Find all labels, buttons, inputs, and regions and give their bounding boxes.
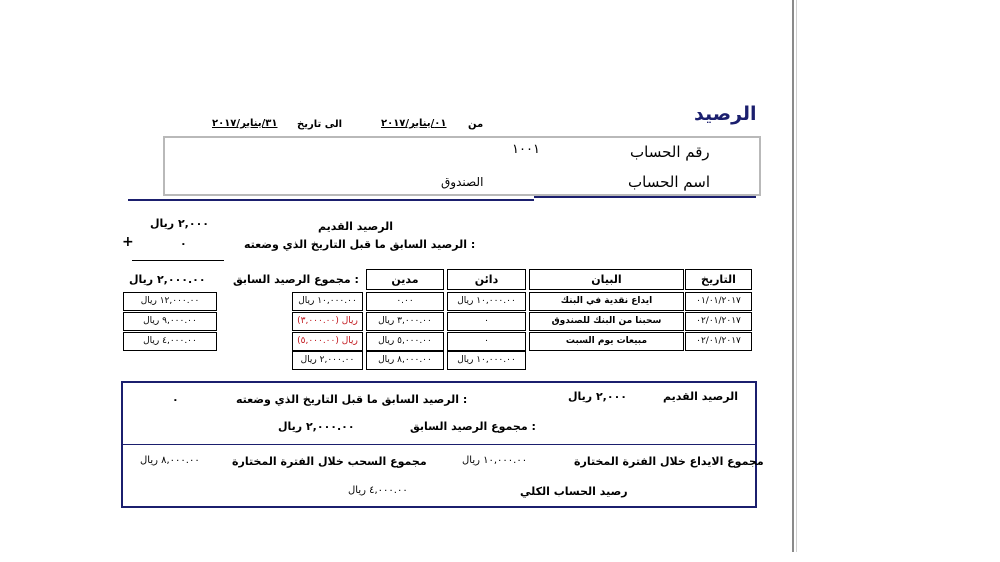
prev-total-label: مجموع الرصيد السابق : xyxy=(233,273,359,286)
row1-debit: ٠.٠٠ xyxy=(366,292,444,311)
page-edge-shadow xyxy=(796,0,797,552)
deposits-value: ١٠,٠٠٠.٠٠ ريال xyxy=(462,455,528,466)
report-title: الرصيد xyxy=(694,103,757,125)
plus-sign: + xyxy=(122,234,134,250)
account-name-label: اسم الحساب xyxy=(628,173,710,191)
old-balance-value: ٢,٠٠٠ ريال xyxy=(150,217,210,230)
sum-rule xyxy=(132,260,224,261)
row3-running-balance: ٤,٠٠٠.٠٠ ريال xyxy=(123,332,217,351)
summary-prior-value: ٠ xyxy=(172,393,179,406)
row1-description: ايداع نقدية في البنك xyxy=(529,292,684,311)
from-label: من xyxy=(468,119,484,130)
to-date: ٣١/يناير/٢٠١٧ xyxy=(212,118,278,129)
header-rule-right xyxy=(534,196,756,198)
account-number-label: رقم الحساب xyxy=(630,143,710,161)
summary-prev-total-value: ٢,٠٠٠.٠٠ ريال xyxy=(278,420,355,433)
account-name-value: الصندوق xyxy=(441,175,484,189)
header-description: البيان xyxy=(529,269,684,290)
row3-credit: ٠ xyxy=(447,332,526,351)
row2-debit: ٣,٠٠٠.٠٠ ريال xyxy=(366,312,444,331)
withdrawals-value: ٨,٠٠٠.٠٠ ريال xyxy=(140,455,200,466)
row1-running-balance: ١٢,٠٠٠.٠٠ ريال xyxy=(123,292,217,311)
old-balance-label: الرصيد القديم xyxy=(318,220,393,233)
row2-description: سحبنا من البنك للصندوق xyxy=(529,312,684,331)
summary-prev-total-label: مجموع الرصيد السابق : xyxy=(410,420,536,433)
prev-total-value: ٢,٠٠٠.٠٠ ريال xyxy=(129,273,206,286)
row1-credit: ١٠,٠٠٠.٠٠ ريال xyxy=(447,292,526,311)
row3-debit: ٥,٠٠٠.٠٠ ريال xyxy=(366,332,444,351)
total-debit: ٨,٠٠٠.٠٠ ريال xyxy=(366,351,444,370)
row2-running-balance: ٩,٠٠٠.٠٠ ريال xyxy=(123,312,217,331)
summary-old-balance-label: الرصيد القديم xyxy=(663,390,738,403)
row2-net: (٣,٠٠٠.٠٠) ريال xyxy=(292,312,363,331)
prior-balance-value: ٠ xyxy=(180,237,187,250)
summary-old-balance-value: ٢,٠٠٠ ريال xyxy=(568,390,628,403)
header-date: التاريخ xyxy=(685,269,752,290)
summary-prior-label: الرصيد السابق ما قبل التاريخ الذي وضعته : xyxy=(236,393,468,406)
total-balance-value: ٤,٠٠٠.٠٠ ريال xyxy=(348,485,408,496)
header-rule-left xyxy=(128,199,534,201)
withdrawals-label: مجموع السحب خلال الفترة المختارة xyxy=(232,455,427,468)
total-credit: ١٠,٠٠٠.٠٠ ريال xyxy=(447,351,526,370)
total-balance-label: رصيد الحساب الكلي xyxy=(520,485,628,498)
page-edge-line xyxy=(792,0,794,552)
prior-balance-label: الرصيد السابق ما قبل التاريخ الذي وضعته : xyxy=(244,238,476,251)
row2-credit: ٠ xyxy=(447,312,526,331)
row1-net: ١٠,٠٠٠.٠٠ ريال xyxy=(292,292,363,311)
row2-date: ٠٢/٠١/٢٠١٧ xyxy=(685,312,752,331)
summary-divider xyxy=(123,444,755,445)
deposits-label: مجموع الايداع خلال الفترة المختارة xyxy=(574,455,764,468)
from-date: ٠١/يناير/٢٠١٧ xyxy=(381,118,447,129)
total-net: ٢,٠٠٠.٠٠ ريال xyxy=(292,351,363,370)
row3-net: (٥,٠٠٠.٠٠) ريال xyxy=(292,332,363,351)
row3-description: مبيعات يوم السبت xyxy=(529,332,684,351)
header-credit: دائن xyxy=(447,269,526,290)
row1-date: ٠١/٠١/٢٠١٧ xyxy=(685,292,752,311)
account-number-value: ١٠٠١ xyxy=(512,142,540,157)
to-label: الى تاريخ xyxy=(297,119,343,130)
row3-date: ٠٢/٠١/٢٠١٧ xyxy=(685,332,752,351)
header-debit: مدين xyxy=(366,269,444,290)
